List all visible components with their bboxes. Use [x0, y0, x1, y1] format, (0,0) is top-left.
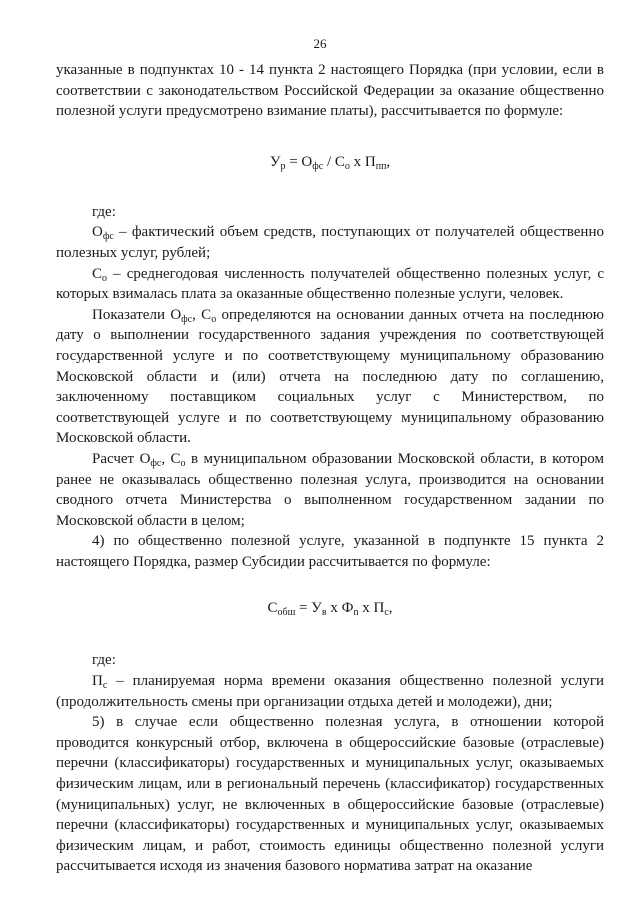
item-5: 5) в случае если общественно полезная услуга, в отношении которой проводится конкурсный отбор, включена в общероссийские базовые (отраслевые) перечни (классификаторы) государственных и муниципальных услуг, оказываемых физическим лицам, или в региональный перечень (классификатор) государственных (муниципальных) услуг, не включенных в общероссийские базовые (отраслевые) перечни (классификаторы) государственных и муниципальных услуг, оказываемых физическим лицам, и работ, стоимость единицы общественно полезной услуги рассчитывается исходя из значения базового норматива затрат на оказание: [56, 714, 604, 875]
where-label: где:: [92, 203, 116, 220]
paragraph-indicators: Показатели $О_{фс}$, $С_о$ определяются на основании данных отчета на последнюю дату о выполнении государственного задания учреждения по соответствующей государственной услуге и по соответствующему муниципальному образованию Московской области и (или) отчета на последнюю дату по соглашению, заключенному поставщиком социальных услуг с Министерством, по соответствующей услуге и по соответствующему муниципальному образованию Московской области.: [56, 306, 604, 447]
where-label-2: где:: [92, 652, 116, 669]
document-body: [56, 60, 604, 877]
formula-cobsh: $С_{обш} = У_в$ х $Ф_n$ х $П_с$,: [267, 600, 393, 619]
page-number: 26: [313, 36, 327, 51]
paragraph-intro: указанные в подпунктах 10 - 14 пункта 2 настоящего Порядка (при условии, если в соответствии с законодательством Российской Федерации за оказание общественно полезной услуги предусмотрено взимание платы), рассчитывается по формуле:: [56, 62, 604, 120]
definition-pc: $П_с$ – планируемая норма времени оказания общественно полезной услуги (продолжительность смены при организации отдыха детей и молодежи), дни;: [56, 673, 604, 710]
definition-ofs: $О_{фс}$ – фактический объем средств, поступающих от получателей общественно полезных услуг, рублей;: [56, 224, 604, 261]
item-4: 4) по общественно полезной услуге, указанной в подпункте 15 пункта 2 настоящего Порядка, размер Субсидии рассчитывается по формуле:: [56, 533, 604, 570]
definition-co: $С_о$ – среднегодовая численность получателей общественно полезных услуг, с которых взималась плата за оказанные общественно полезные услуги, человек.: [56, 265, 604, 303]
formula-yr: $У_р = О_{фс} / С_о$ х $П_{пп}$,: [269, 153, 391, 172]
paragraph-calculation: Расчет $О_{фс}$, $С_о$ в муниципальном образовании Московской области, в котором ранее не оказывалась общественно полезная услуга, производится на основании сводного отчета Министерства о выполненном государственном задании по Московской области в целом;: [56, 450, 604, 529]
